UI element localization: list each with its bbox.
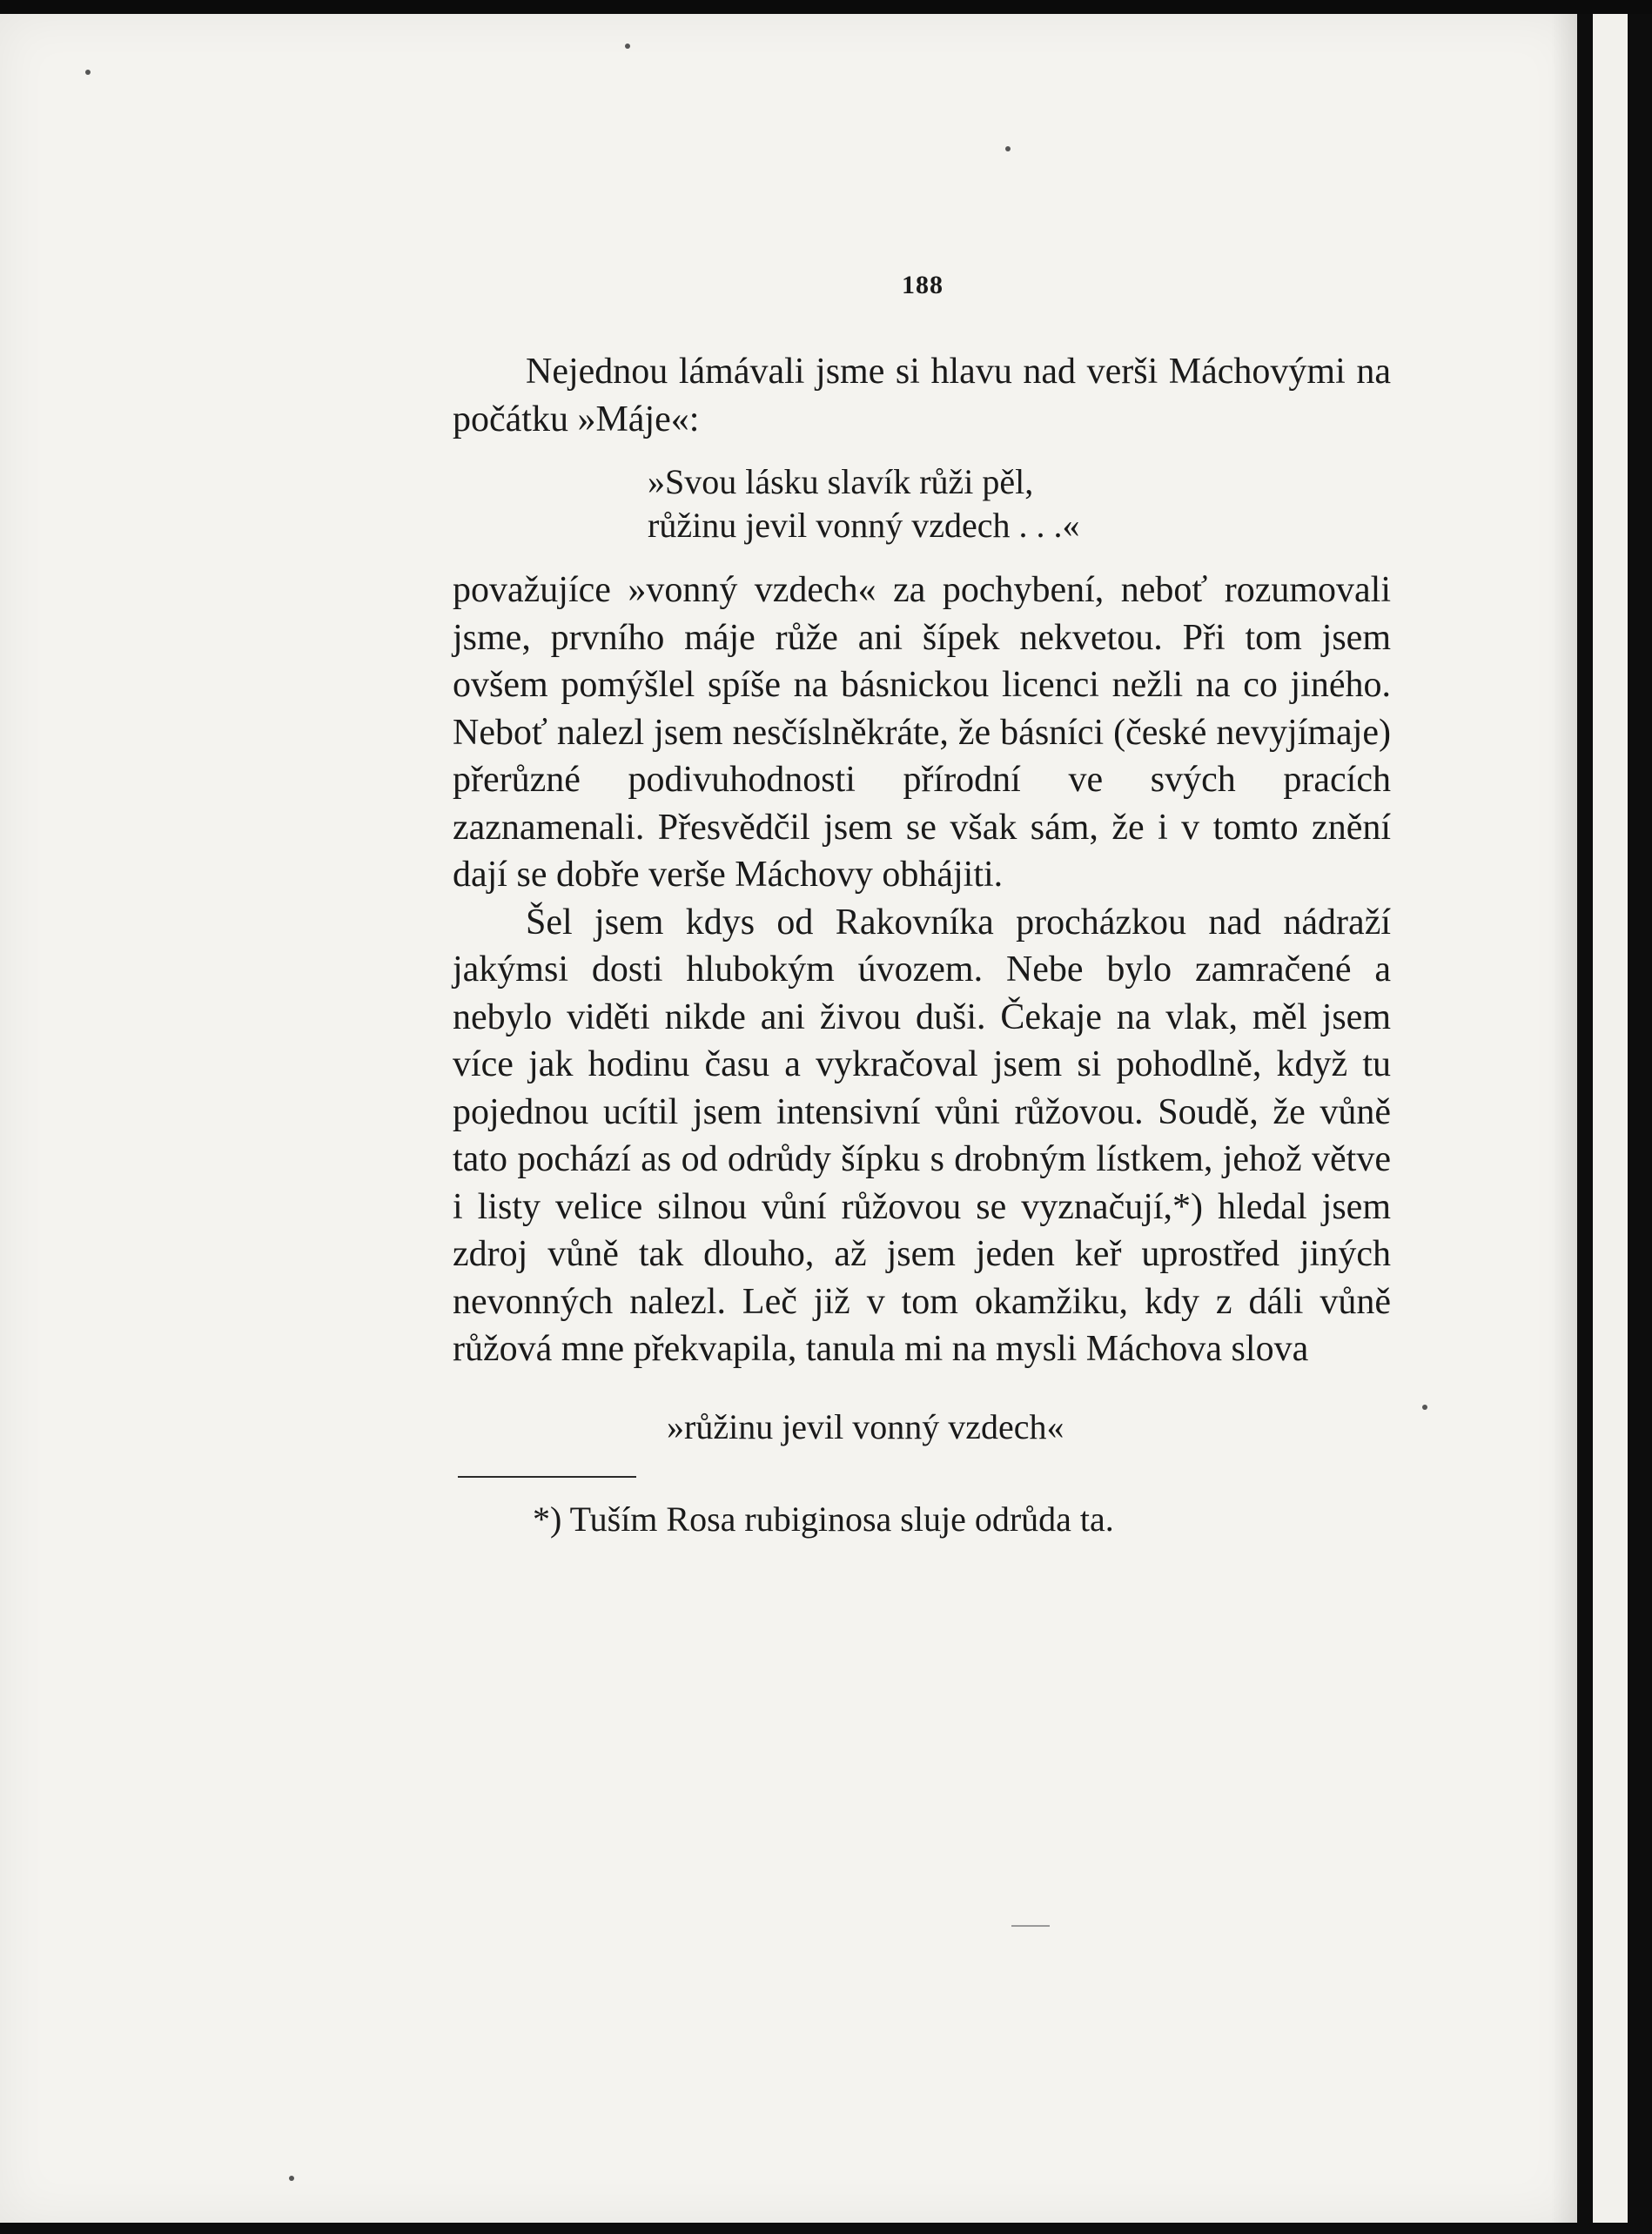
- body-text: [453, 348, 1391, 1542]
- scan-speck: [85, 70, 91, 75]
- book-page: [0, 14, 1577, 2223]
- page-fold-shadow: [1551, 14, 1577, 2223]
- footnote: *) Tuším Rosa rubiginosa sluje odrůda ta.: [533, 1499, 1114, 1539]
- paragraph-3: Šel jsem kdys od Rakovníka procházkou nad nádraží jakýmsi dosti hlubokým úvozem. Nebe bylo zamračené a nebylo viděti nikde ani živou duši. Čekaje na vlak, měl jsem více jak hodinu času a vykračoval jsem si pohodlně, když tu pojednou ucítil jsem intensivní vůni růžovou. Soudě, že vůně tato pochází as od odrůdy šípku s drobným lístkem, jehož větve i listy velice silnou vůní růžovou se vyznačují,*) hledal jsem zdroj vůně tak dlouho, až jsem jeden keř uprostřed jiných nevonných nalezl. Leč již v tom okamžiku, kdy z dáli vůně růžová mne překvapila, tanula mi na mysli Máchova slova: [453, 902, 1391, 1369]
- scan-speck: [1422, 1405, 1427, 1410]
- verse-quote-2: »růžinu jevil vonný vzdech«: [667, 1406, 1064, 1446]
- footnote-rule: [458, 1476, 636, 1478]
- scan-speck: [625, 44, 630, 49]
- verse-line-2: růžinu jevil vonný vzdech . . .«: [648, 506, 1080, 545]
- scan-border: [0, 0, 1652, 14]
- opening-paragraph: Nejednou lámávali jsme si hlavu nad verši Máchovými na počátku »Máje«:: [453, 352, 1391, 439]
- page-number: 188: [902, 271, 944, 299]
- verse-line-1: »Svou lásku slavík růži pěl,: [648, 462, 1034, 501]
- scan-speck: [289, 2176, 294, 2181]
- adjacent-page-edge: [1593, 14, 1628, 2223]
- stray-mark: [1011, 1925, 1050, 1927]
- paragraph-2: považujíce »vonný vzdech« za pochybení, neboť rozumovali jsme, prvního máje růže ani šípek nekvetou. Při tom jsem ovšem pomýšlel spíše na básnickou licenci nežli na co jiného. Neboť nalezl jsem nesčíslněkráte, že básníci (české nevyjímaje) přerůzné podivuhodnosti přírodní ve svých pracích zaznamenali. Přesvědčil jsem se však sám, že i v tomto znění dají se dobře verše Máchovy obhájiti.: [453, 570, 1391, 895]
- verse-quote: [648, 460, 1391, 547]
- scan-speck: [1005, 146, 1011, 151]
